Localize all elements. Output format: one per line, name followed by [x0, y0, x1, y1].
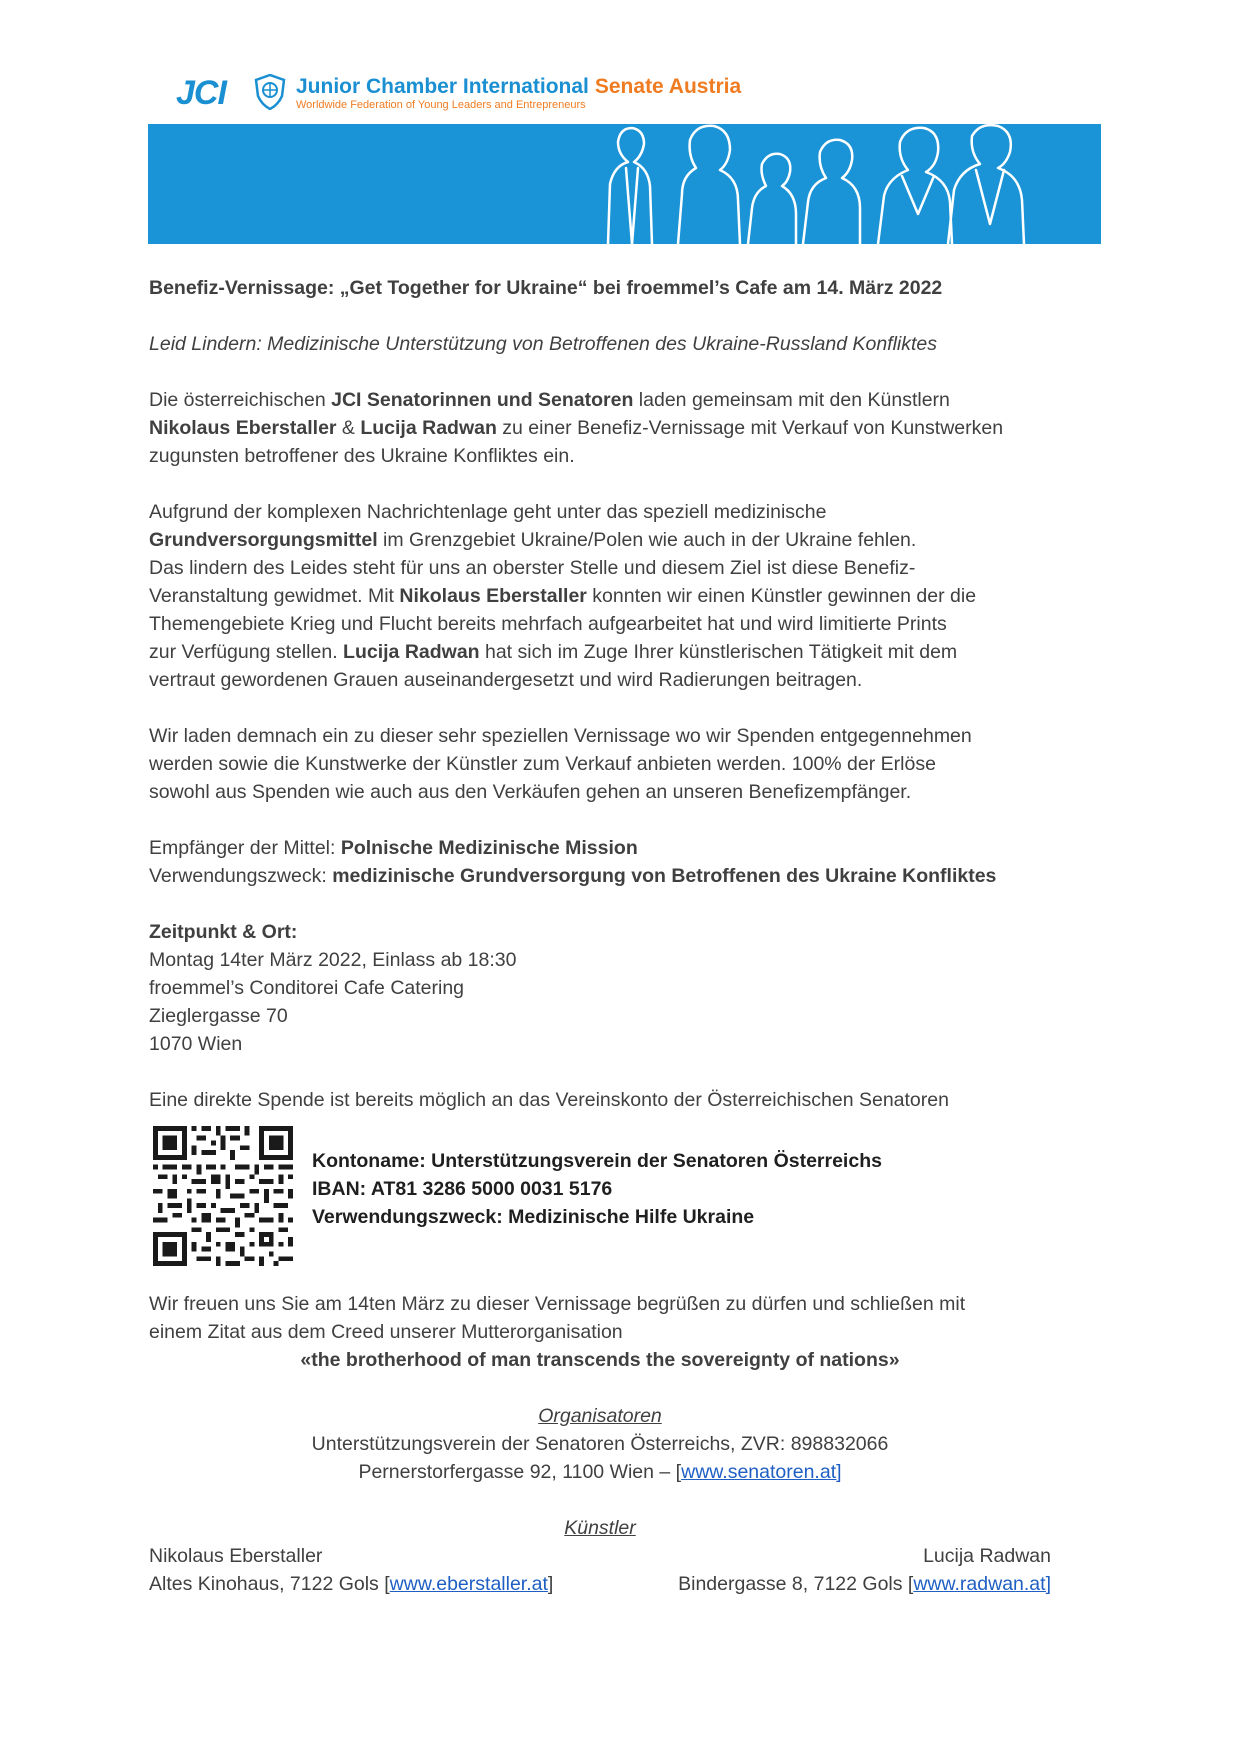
artist-left-name: Nikolaus Eberstaller: [149, 1545, 323, 1567]
artist-right-name: Lucija Radwan: [923, 1545, 1051, 1567]
donation-purpose: Verwendungszweck: Medizinische Hilfe Ukraine: [312, 1206, 755, 1228]
artists-heading: Künstler: [564, 1517, 636, 1539]
organisers-line1: Unterstützungsverein der Senatoren Österreichs, ZVR: 898832066: [311, 1433, 889, 1455]
background-paragraph: Aufgrund der komplexen Nachrichtenlage geht unter das speziell medizinische Grundversorgungsmittel im Grenzgebiet Ukraine/Polen wie auch in der Ukraine fehlen. Das lindern des Leides steht für uns an oberster Stelle und diesem Ziel ist diese Benefiz- Veranstaltung gewidmet. Mit Nikolaus Eberstaller konnten wir einen Künstler gewinnen der die Themengebiete Krieg und Flucht bereits mehrfach aufgearbeitet hat und wird limitierte Prints zur Verfügung stellen. Lucija Radwan hat sich im Zuge Ihrer künstlerischen Tätigkeit mit dem vertraut gewordenen Grauen auseinandergesetzt und wird Radierungen beitragen.: [149, 501, 977, 691]
jci-logo: [176, 72, 876, 112]
qr-code-icon[interactable]: [153, 1126, 293, 1266]
creed-quote: «the brotherhood of man transcends the sovereignty of nations»: [300, 1349, 900, 1371]
artist-left: Nikolaus Eberstaller Altes Kinohaus, 7122 Gols [www.eberstaller.at]: [149, 1545, 554, 1595]
people-silhouettes-icon: [148, 124, 1101, 244]
senatoren-link[interactable]: www.senatoren.at]: [681, 1461, 842, 1483]
org-name: Junior Chamber International Senate Austria: [296, 75, 742, 98]
recipient-block: Empfänger der Mittel: Polnische Medizinische Mission Verwendungszweck: medizinische Grundversorgung von Betroffenen des Ukraine Konfliktes: [149, 837, 997, 887]
document-subtitle: Leid Lindern: Medizinische Unterstützung von Betroffenen des Ukraine-Russland Konfliktes: [149, 333, 938, 355]
invitation-paragraph: Wir laden demnach ein zu dieser sehr speziellen Vernissage wo wir Spenden entgegennehmen werden sowie die Kunstwerke der Künstler zum Verkauf anbieten werden. 100% der Erlöse sowohl aus Spenden wie auch aus den Verkäufen gehen an unseren Benefizempfänger.: [149, 725, 972, 803]
event-date: Montag 14ter März 2022, Einlass ab 18:30: [149, 949, 517, 971]
org-tagline: Worldwide Federation of Young Leaders and Entrepreneurs: [296, 99, 586, 111]
artist-right: Lucija Radwan Bindergasse 8, 7122 Gols [www.radwan.at]: [678, 1545, 1051, 1595]
jci-shield-icon: [254, 74, 286, 110]
event-venue: froemmel’s Conditorei Cafe Catering: [149, 977, 465, 999]
jci-wordmark: JCI: [176, 74, 226, 112]
document-title: Benefiz-Vernissage: „Get Together for Ukraine“ bei froemmel’s Cafe am 14. März 2022: [149, 277, 943, 299]
donation-intro: Eine direkte Spende ist bereits möglich an das Vereinskonto der Österreichischen Senatoren: [149, 1089, 949, 1111]
event-street: Zieglergasse 70: [149, 1005, 288, 1027]
closing-paragraph: Wir freuen uns Sie am 14ten März zu dieser Vernissage begrüßen zu dürfen und schließen mit einem Zitat aus dem Creed unserer Mutterorganisation: [149, 1293, 966, 1343]
eberstaller-link[interactable]: www.eberstaller.at: [389, 1573, 548, 1595]
intro-paragraph: Die österreichischen JCI Senatorinnen und Senatoren laden gemeinsam mit den Künstlern Nikolaus Eberstaller & Lucija Radwan zu einer Benefiz-Vernissage mit Verkauf von Kunstwerken zugunsten betroffener des Ukraine Konfliktes ein.: [149, 389, 1004, 467]
event-heading: Zeitpunkt & Ort:: [149, 921, 298, 943]
event-block: [149, 918, 1069, 1058]
iban: IBAN: AT81 3286 5000 0031 5176: [312, 1178, 613, 1200]
organisers-heading: Organisatoren: [538, 1405, 662, 1427]
account-name: Kontoname: Unterstützungsverein der Senatoren Österreichs: [312, 1150, 882, 1172]
organisers-block: Organisatoren Unterstützungsverein der Senatoren Österreichs, ZVR: 898832066 Pernerstorfergasse 92, 1100 Wien – [www.senatoren.at]: [311, 1405, 889, 1483]
radwan-link[interactable]: www.radwan.at]: [913, 1573, 1051, 1595]
header-banner: [148, 124, 1101, 244]
event-city: 1070 Wien: [149, 1033, 243, 1055]
org-senate: Senate Austria: [594, 75, 742, 98]
